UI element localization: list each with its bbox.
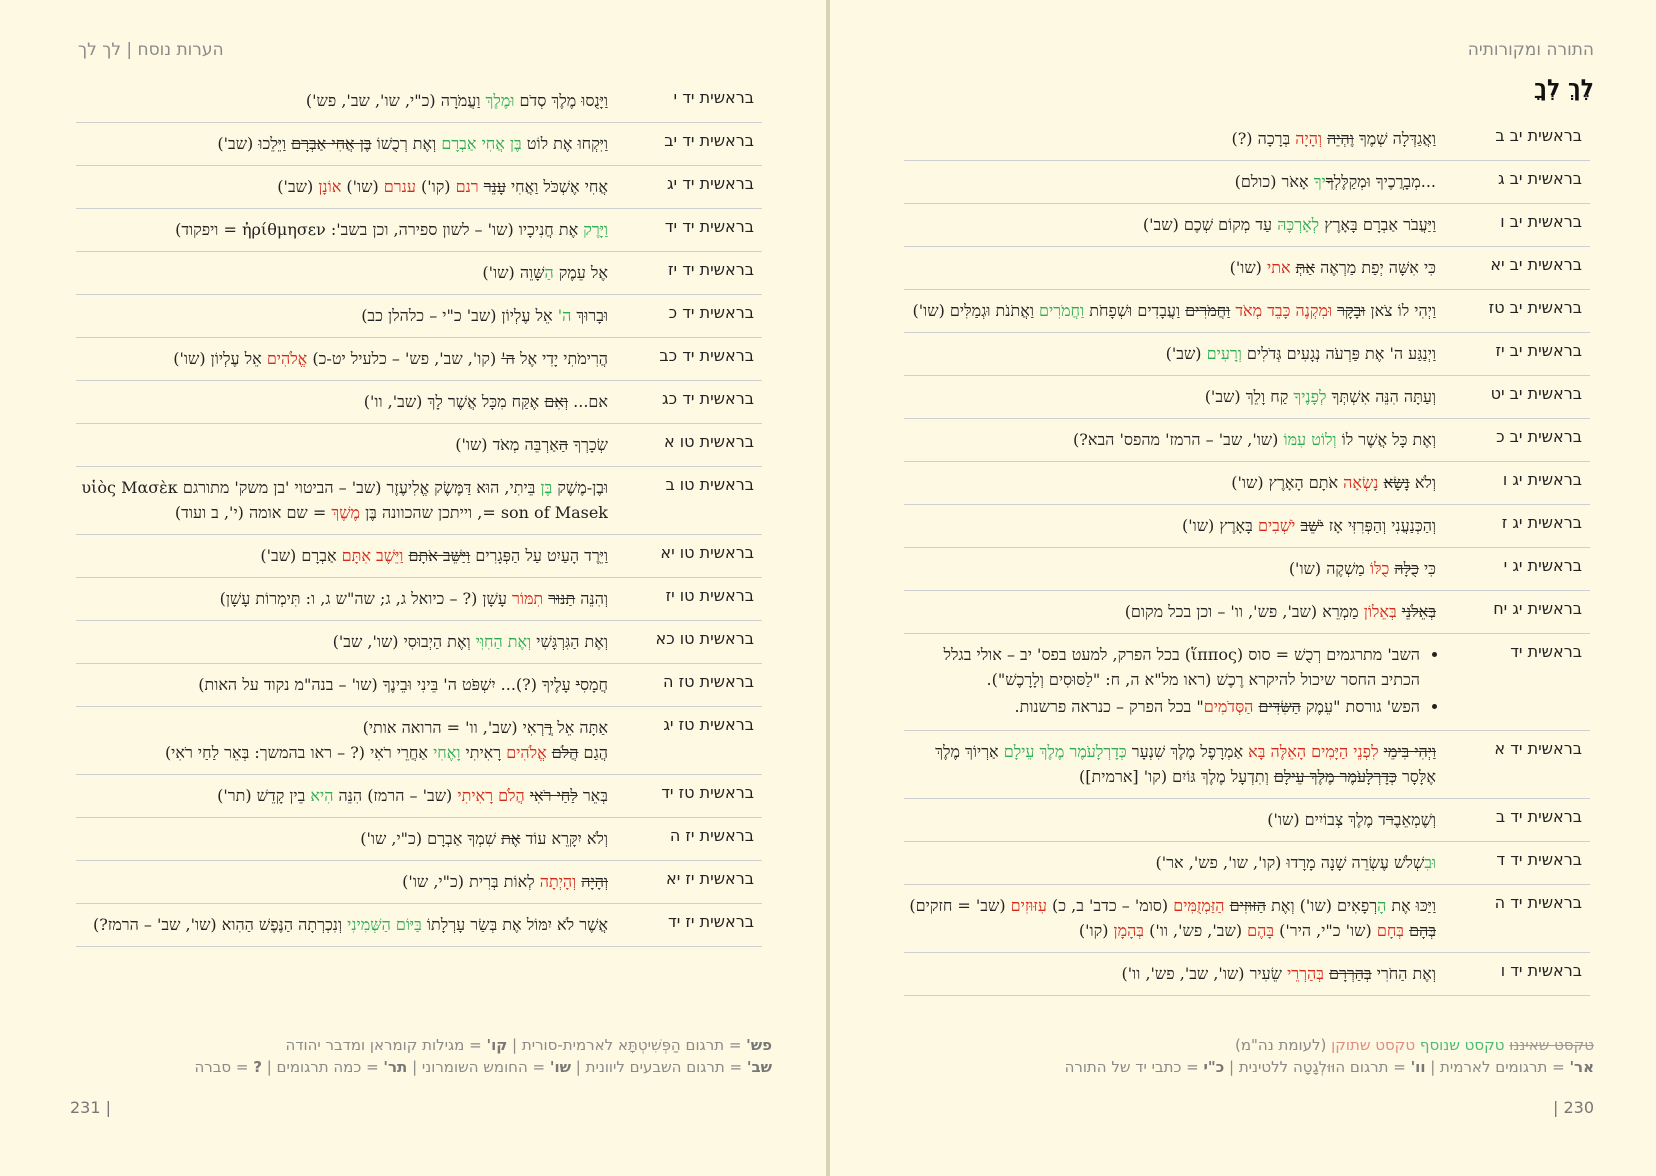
verse-reference: בראשית טו יא bbox=[660, 543, 754, 562]
verse-reference: בראשית יד יז bbox=[667, 260, 754, 279]
verse-reference: בראשית יב יט bbox=[1490, 384, 1582, 403]
variant-text: הֲרִימֹתִי יָדִי אֶל ה' (קו', שב', פש' – כלעיל יט-כ) אֱלֹהִים אֵל עֶלְיוֹן (שו') bbox=[173, 349, 608, 368]
variant-text: וּבָרוּךְ ה' אֵל עֶלְיוֹן (שב' כ"י – כלהלן כב) bbox=[361, 306, 608, 325]
note-row bbox=[76, 467, 762, 535]
note-row bbox=[76, 707, 762, 775]
legend-line: שב' = תרגום השבעים ליוונית | שו' = החומש השומרוני | תר' = כמה תרגומים | ? = סברה bbox=[194, 1058, 772, 1076]
variant-text: אֲחִי אֶשְׁכֹּל וַאֲחִי עָנֵר רנם (קו') ענרם (שו') אוֹנָן (שב') bbox=[277, 177, 608, 196]
variant-text: אֲשֶׁר לֹא יִמּוֹל אֶת בְּשַׂר עָרְלָתוֹ בַּיּוֹם הַשְּׁמִינִי וְנִכְרְתָה הַנֶּפֶשׁ הַהִוא (שו', שב' – הרמז?) bbox=[92, 915, 608, 934]
note-row bbox=[76, 338, 762, 381]
note-row bbox=[76, 424, 762, 467]
variant-text: חֲמָסִי עָלֶיךָ (?)... יִשְׁפֹּט ה' בֵּינִי וּבֵינֶךָ (שו' – בנה"מ נקוד על האות) bbox=[198, 675, 608, 694]
variant-text: וְהִנֵּה תַנּוּר תִמּוֹר עָשָׁן (? – כיואל ג, ג; שה"ש ג, ו: תִּימְרוֹת עָשָׁן) bbox=[219, 589, 608, 608]
variant-text: וְהָיָה וְהָיְתָה לְאוֹת בְּרִית (כ"י, שו') bbox=[402, 872, 608, 891]
verse-reference: בראשית יד יד bbox=[664, 217, 754, 236]
legend bbox=[894, 1034, 1594, 1078]
verse-reference: בראשית יד יב bbox=[664, 131, 754, 150]
verse-reference: בראשית יד ו bbox=[1500, 961, 1582, 980]
verse-reference: בראשית טו יז bbox=[665, 586, 754, 605]
verse-reference: בראשית יז ה bbox=[669, 826, 754, 845]
variant-text: וְשֶׁמְאֵבֶרד מֶלֶךְ צְבוֹיִים (שו') bbox=[1267, 810, 1436, 829]
right-page bbox=[830, 0, 1656, 1176]
verse-reference: בראשית טו א bbox=[663, 432, 754, 451]
note-row bbox=[904, 885, 1590, 953]
note-row bbox=[904, 247, 1590, 290]
variant-text: בְּאֵלֹנֵי בְּאֵלוֹן מַמְרֵא (שב', פש', וו' – וכן בכל מקום) bbox=[1124, 602, 1436, 621]
page-number: | 230 bbox=[1552, 1098, 1594, 1117]
note-row bbox=[904, 548, 1590, 591]
variant-text: וְלֹא נָשָׂא נָשְׂאָה אֹתָם הָאָרֶץ (שו') bbox=[1231, 473, 1436, 492]
note-row bbox=[904, 376, 1590, 419]
variant-text: וְלֹא יִקָּרֵא עוֹד אֶת שִׁמְךָ אַבְרָם (כ"י, שו') bbox=[360, 829, 608, 848]
variant-text: וְאֶת הַחֹרִי בְּהַרְרָם בְּהַרְרֵי שֵׂעִיר (שו', שב', פש', וו') bbox=[1121, 964, 1436, 983]
note-row bbox=[904, 799, 1590, 842]
note-row bbox=[76, 578, 762, 621]
variant-text: וַאֲגַדְּלָה שְׁמֶךָ וֶהְיֵה וְהָיָה בְּרָכָה (?) bbox=[1231, 129, 1436, 148]
note-row bbox=[904, 731, 1590, 799]
verse-reference: בראשית יד יג bbox=[666, 174, 754, 193]
notes-table bbox=[76, 80, 762, 947]
note-bullet: • השב' מתרגמים רְכֻשׁ = סוס (ἵππος) בכל הפרק, למעט בפס' יב – אולי בגלל הכתיב החסר שיכול להיקרא רֶכֶשׁ (ראו מל"א ה, ח: "לַסּוּסִים וְלָרָכֶשׁ"). bbox=[904, 642, 1420, 692]
variant-text: כִּי כֻלָּהּ כֻלּוֹ מַשְׁקֶה (שו') bbox=[1288, 559, 1436, 578]
note-row bbox=[904, 953, 1590, 996]
legend bbox=[72, 1034, 772, 1078]
verse-reference: בראשית טז ה bbox=[663, 672, 754, 691]
note-row bbox=[76, 252, 762, 295]
note-row bbox=[76, 535, 762, 578]
note-row bbox=[76, 123, 762, 166]
variant-text: אם... וְאִם אֶקַּח מִכָּל אֲשֶׁר לָךְ (שב', וו') bbox=[363, 392, 608, 411]
variant-text: וְאֶת כָּל אֲשֶׁר לוֹ וְלוֹט עִמּוֹ (שו', שב' – הרמז' מהפס' הבא?) bbox=[1073, 430, 1436, 449]
page-number: 231 | bbox=[70, 1098, 112, 1117]
legend-line: טקסט שאיננו טקסט שנוסף טקסט שתוקן (לעומת נה"מ) bbox=[1234, 1036, 1594, 1054]
note-row bbox=[904, 591, 1590, 634]
verse-reference: בראשית יב ו bbox=[1500, 212, 1582, 231]
variant-text: וַיַּכּוּ אֶת הָרְפָאִים (שו') וְאֶת הַזּוּזִים הַזַּמְזֻמִּים (סומ' – כדב' ב, כ) עִזּוּזִים (שב' = חזקים) בְּהָם בְּחָם (שו' כ"י, היר') בָּהֶם (שב', פש', וו') בְּהָמָן (קו') bbox=[909, 896, 1436, 940]
verse-reference: בראשית יד כ bbox=[668, 303, 754, 322]
note-row bbox=[76, 775, 762, 818]
variant-text: וַיָּנֻסוּ מֶלֶךְ סְדֹם וּמֶלֶךְ וַעֲמֹרָה (כ"י, שו', שב', פש') bbox=[305, 91, 608, 110]
verse-reference: בראשית יז יד bbox=[667, 912, 754, 931]
note-bullet: • הפש' גורסת "עֵמֶק הַשִּׂדִּים הַסְּדֹמִים" בכל הפרק – כנראה פרשנות. bbox=[904, 694, 1420, 719]
variant-text: אֶל עֵמֶק הַשָּׁוֵה (שו') bbox=[482, 263, 608, 282]
legend-line: אר' = תרגומים לארמית | וו' = תרגום הוּוּלְגָטָה ללטינית | כ"י = כתבי יד של התורה bbox=[1064, 1058, 1594, 1076]
variant-text: וַיִּקְחוּ אֶת לוֹט בֶּן אֲחִי אַבְרָם וְאֶת רְכֻשׁוֹ בֶּן אֲחִי אַבְרָם וַיֵּלֵכוּ (שב') bbox=[217, 134, 608, 153]
verse-reference: בראשית טז יג bbox=[663, 715, 754, 734]
verse-reference: בראשית יג י bbox=[1503, 556, 1582, 575]
variant-text: וַיַּעֲבֹר אַבְרָם בָּאָרֶץ לְאָרְכָּהּ עַד מְקוֹם שְׁכֶם (שב') bbox=[1142, 215, 1436, 234]
verse-reference: בראשית יב טז bbox=[1488, 298, 1582, 317]
verse-reference: בראשית יד כג bbox=[662, 389, 754, 408]
verse-reference: בראשית יד ה bbox=[1494, 893, 1582, 912]
verse-reference: בראשית יג ו bbox=[1502, 470, 1582, 489]
variant-text: אַתָּה אֵל רֳרְאִי (שב', וו' = הרואה אותי) הֲגַם הֲלֹם אֱלֹהִים רָאִיתִי וָאֶחִי אַחֲרֵי רֹאִי (? – ראו בהמשך: בְּאֵר לַחַי רֹאִי) bbox=[164, 718, 608, 762]
note-row bbox=[76, 861, 762, 904]
note-row bbox=[76, 80, 762, 123]
verse-reference: בראשית יג יח bbox=[1493, 599, 1582, 618]
variant-text: וַיֵּרֶד הָעַיִט עַל הַפְּגָרִים וַיַּשֵּׁב אֹתָם וַיֵּשֶׁב אִתָּם אַבְרָם (שב') bbox=[260, 546, 608, 565]
variant-text: וְאֶת הַגִּרְגָּשִׁי וְאֶת הַחִוִּי וְאֶת הַיְבוּסִי (שו', שב') bbox=[332, 632, 608, 651]
variant-text: וַיָּרֶק אֶת חֲנִיכָיו (שו' – לשון ספירה, וכן בשב': ἠρίθμησεν = ויפקוד) bbox=[175, 220, 608, 239]
variant-text: וְעַתָּה הִנֵּה אִשְׁתְּךָ לְפָנֶיךָ קַח וָלֵךְ (שב') bbox=[1204, 387, 1436, 406]
variant-text: וַיְהִי בִּימֵי לִפְנֵי הַיָּמִים הָאֵלֶּה בָּא אַמְרָפֶל מֶלֶךְ שִׁנְעָר כְּדָרְלָעֹמֶר מֶלֶךְ עֵילָם אַרְיוֹךְ מֶלֶךְ אֶלָּסָר כְּדָרְלָעֹמֶר מֶלֶךְ עֵילָם וְתִדְעָל מֶלֶךְ גּוֹיִם (קו' [ארמית]) bbox=[935, 742, 1436, 786]
verse-reference: בראשית יד ב bbox=[1495, 807, 1582, 826]
variant-text: וּבִשְׁלֹשׁ עֶשְׂרֵה שָׁנָה מָרָדוּ (קו', שו', פש', אר') bbox=[1155, 853, 1436, 872]
verse-reference: בראשית טו ב bbox=[665, 475, 754, 494]
variant-text: וְהַכְּנַעֲנִי וְהַפְּרִזִּי אָז יֹשֵׁב יֹשְׁבִים בָּאָרֶץ (שו') bbox=[1181, 516, 1436, 535]
note-row bbox=[904, 333, 1590, 376]
verse-reference: בראשית טז יד bbox=[661, 783, 754, 802]
note-row bbox=[76, 904, 762, 947]
running-head: התורה ומקורותיה bbox=[1467, 40, 1594, 60]
note-row bbox=[904, 634, 1590, 731]
parasha-title: לֶךְ לְךָ bbox=[1534, 76, 1594, 101]
note-row bbox=[76, 818, 762, 861]
verse-reference: בראשית יד ד bbox=[1496, 850, 1582, 869]
verse-reference: בראשית יד א bbox=[1494, 739, 1582, 758]
variant-text: בְּאֵר לַחַי רֹאִי הֲלֹם רָאִיתִי (שב' – הרמז) הִנֵּה הִיא בֵין קָדֵשׁ (תר') bbox=[217, 786, 608, 805]
variant-text: וַיְנַגַּע ה' אֶת פַּרְעֹה נְגָעִים גְּדֹלִים וְרָעִים (שב') bbox=[1165, 344, 1436, 363]
note-row bbox=[76, 209, 762, 252]
note-row bbox=[76, 621, 762, 664]
note-row bbox=[904, 204, 1590, 247]
notes-table bbox=[904, 118, 1590, 996]
note-row bbox=[904, 161, 1590, 204]
note-row bbox=[76, 381, 762, 424]
verse-reference: בראשית יב ג bbox=[1498, 169, 1582, 188]
note-row bbox=[904, 290, 1590, 333]
verse-reference: בראשית יב כ bbox=[1496, 427, 1582, 446]
note-row bbox=[904, 118, 1590, 161]
verse-reference: בראשית יג ז bbox=[1501, 513, 1582, 532]
variant-text: כִּי אִשָּׁה יְפַת מַרְאֶה אַתְּ אתי (שו') bbox=[1229, 258, 1436, 277]
verse-reference: בראשית יד כב bbox=[659, 346, 754, 365]
note-row bbox=[76, 166, 762, 209]
verse-reference: בראשית יז יא bbox=[666, 869, 754, 888]
verse-reference: בראשית יד bbox=[1510, 642, 1582, 661]
note-row bbox=[904, 842, 1590, 885]
variant-text: שְׂכָרְךָ הַאַרְבֵּה מְאֹד (שו') bbox=[455, 435, 608, 454]
verse-reference: בראשית יב ב bbox=[1495, 126, 1582, 145]
note-row bbox=[904, 419, 1590, 462]
legend-line: פש' = תרגום הַפְּשִׁיטְתָּא לארמית-סורית | קו' = מגילות קומראן ומדבר יהודה bbox=[285, 1036, 772, 1054]
note-row bbox=[76, 295, 762, 338]
note-row bbox=[904, 462, 1590, 505]
variant-text: וַיְהִי לוֹ צֹאן וּבָקָר וּמִקְנֶה כָּבֵד מְאֹד וַחֲמֹרִים וַעֲבָדִים וּשְׁפָחֹת וַחֲמֹרִים וַאֲתֹנֹת וּגְמַלִּים (שו') bbox=[912, 301, 1436, 320]
verse-reference: בראשית טו כא bbox=[655, 629, 754, 648]
variant-text bbox=[904, 642, 1442, 721]
variant-text: וּבֶן-מֶשֶׁק בֶּן בֵּיתִי, הוּא דַּמֶּשֶׂק אֱלִיעֶזֶר (שב' – הביטוי 'בן משק' מתורגם υἱὸς Μασὲκ = son of Masek, וייתכן שהכוונה בֶּן מֶשֶׁךְ = שם אומה (י', ב ועוד) bbox=[81, 478, 608, 522]
left-page bbox=[0, 0, 826, 1176]
running-head: הערות נוסח | לך לך bbox=[78, 40, 224, 60]
note-row bbox=[76, 664, 762, 707]
variant-text: ...מְבָרֲכֶיךָ וּמְקַלֶּלְךָיךָ אָאֹר (כולם) bbox=[1234, 172, 1436, 191]
verse-reference: בראשית יב יז bbox=[1495, 341, 1582, 360]
verse-reference: בראשית יד י bbox=[673, 88, 754, 107]
verse-reference: בראשית יב יא bbox=[1490, 255, 1582, 274]
note-row bbox=[904, 505, 1590, 548]
